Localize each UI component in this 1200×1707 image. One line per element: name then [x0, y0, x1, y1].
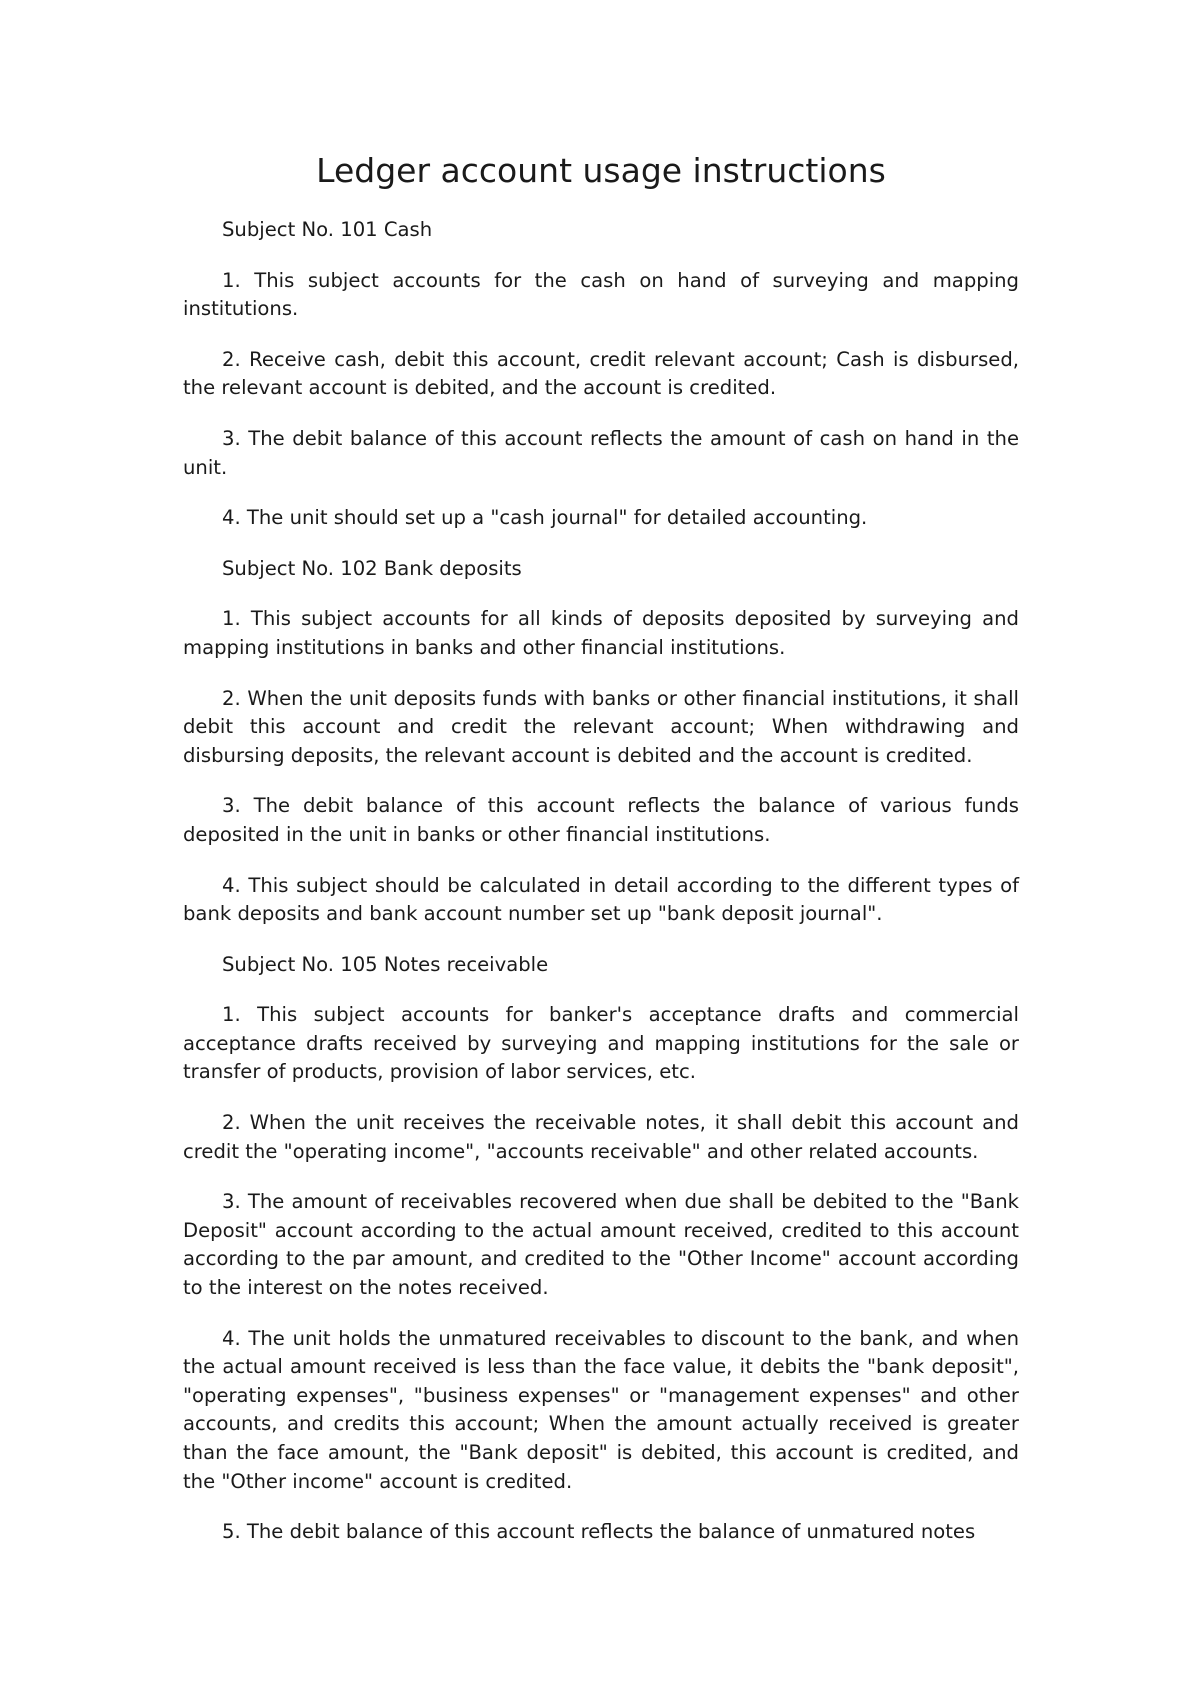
document-title: Ledger account usage instructions — [316, 151, 886, 190]
document-page — [183, 150, 1019, 1569]
paragraph-101-3: 3. The debit balance of this account reflects the amount of cash on hand in the unit. — [183, 426, 1019, 479]
paragraph-105-1: 1. This subject accounts for banker's acceptance drafts and commercial acceptance drafts received by surveying and mapping institutions for the sale or transfer of products, provision of labor services, etc. — [183, 1003, 1019, 1084]
paragraph-105-4: 4. The unit holds the unmatured receivables to discount to the bank, and when the actual amount received is less than the face value, it debits the "bank deposit", "operating expenses", "business expenses" or "management expenses" and other accounts, and credits this account; When the amount actually received is greater than the face amount, the "Bank deposit" is debited, this account is credited, and the "Other income" account is credited. — [183, 1326, 1019, 1493]
paragraph-101-2: 2. Receive cash, debit this account, credit relevant account; Cash is disbursed, the relevant account is debited, and the account is credited. — [183, 347, 1019, 400]
paragraph-101-1: 1. This subject accounts for the cash on hand of surveying and mapping institutions. — [183, 268, 1019, 321]
paragraph-105-5: 5. The debit balance of this account reflects the balance of unmatured notes — [222, 1520, 976, 1544]
paragraph-105-2: 2. When the unit receives the receivable notes, it shall debit this account and credit the "operating income", "accounts receivable" and other related accounts. — [183, 1111, 1019, 1163]
subject-heading-101: Subject No. 101 Cash — [222, 218, 433, 241]
paragraph-101-4: 4. The unit should set up a "cash journal" for detailed accounting. — [222, 506, 868, 530]
paragraph-105-3: 3. The amount of receivables recovered when due shall be debited to the "Bank Deposit" account according to the actual amount received, credited to this account according to the par amount, and credited to the "Other Income" account according to the interest on the notes received. — [183, 1190, 1019, 1300]
subject-heading-105: Subject No. 105 Notes receivable — [222, 952, 549, 976]
paragraph-102-4: 4. This subject should be calculated in detail according to the different types of bank deposits and bank account number set up "bank deposit journal". — [183, 873, 1019, 926]
subject-heading-102: Subject No. 102 Bank deposits — [222, 556, 522, 580]
paragraph-102-1: 1. This subject accounts for all kinds of deposits deposited by surveying and mapping institutions in banks and other financial institutions. — [183, 607, 1019, 659]
paragraph-102-2: 2. When the unit deposits funds with banks or other financial institutions, it shall debit this account and credit the relevant account; When withdrawing and disbursing deposits, the relevant account is debited and the account is credited. — [183, 686, 1019, 767]
paragraph-102-3: 3. The debit balance of this account reflects the balance of various funds deposited in the unit in banks or other financial institutions. — [183, 794, 1019, 846]
